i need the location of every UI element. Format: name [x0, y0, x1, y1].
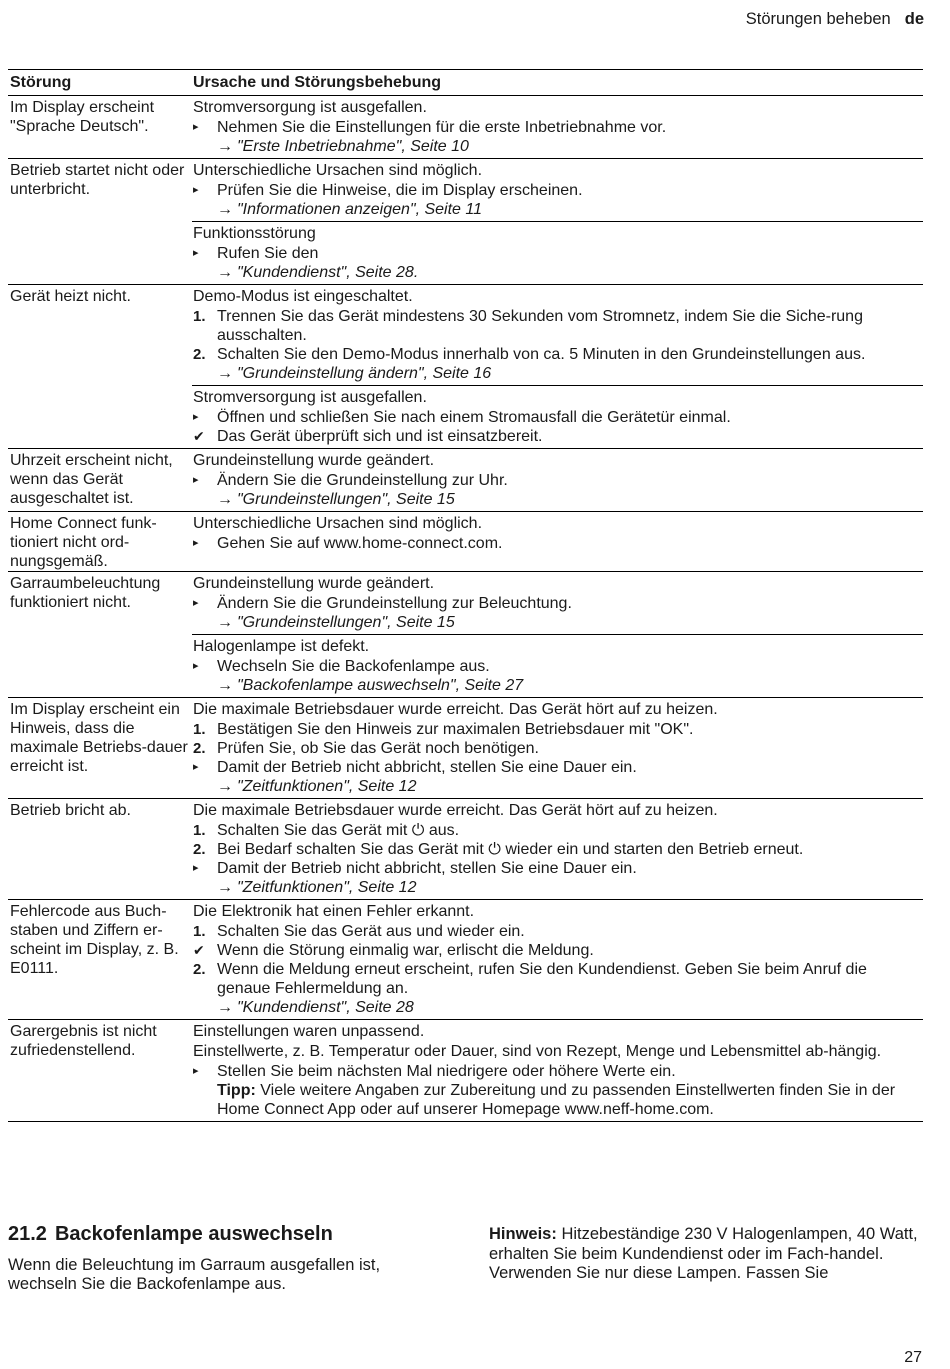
fault-cell: Betrieb startet nicht oder unterbricht.: [10, 162, 185, 198]
check-mark-icon: ✔: [193, 428, 205, 444]
table-row: [8, 900, 923, 1020]
column-header-cause: Ursache und Störungsbehebung: [193, 73, 442, 91]
section-note: [489, 1225, 929, 1284]
table-row: [8, 799, 923, 900]
action-item: [193, 408, 923, 427]
section-intro: Wenn die Beleuchtung im Garraum ausgefallen ist, wechseln Sie die Backofenlampe aus.: [8, 1256, 381, 1293]
triangle-bullet-icon: ▸: [193, 761, 199, 773]
cause-text: Die maximale Betriebsdauer wurde erreicht. Das Gerät hört auf zu heizen.: [193, 701, 718, 718]
result-item: [193, 427, 923, 446]
cause-cell: [192, 96, 923, 158]
arrow-right-icon: →: [217, 201, 233, 218]
reference-text: "Zeitfunktionen", Seite 12: [237, 879, 417, 896]
numbered-step: [193, 345, 923, 364]
action-item: [193, 758, 923, 777]
arrow-right-icon: →: [217, 264, 233, 281]
cause-cell: [192, 799, 923, 899]
cause-text: Unterschiedliche Ursachen sind möglich.: [193, 162, 483, 179]
cause-cell: [192, 449, 923, 511]
item-text: Nehmen Sie die Einstellungen für die erste Inbetriebnahme vor.: [217, 119, 667, 136]
section-heading: [8, 1223, 333, 1246]
page-number: 27: [904, 1349, 922, 1366]
action-item: [193, 594, 923, 613]
cross-reference: [193, 137, 923, 156]
item-text: Prüfen Sie, ob Sie das Gerät noch benötigen.: [217, 740, 539, 757]
step-number: 1.: [193, 923, 206, 940]
item-text: Bei Bedarf schalten Sie das Gerät mit ⏻ wieder ein und starten den Betrieb erneut.: [217, 841, 804, 858]
cross-reference: [193, 263, 923, 282]
note-label: Hinweis:: [489, 1225, 557, 1243]
cause-cell: [192, 698, 923, 798]
running-header: [746, 10, 924, 29]
item-text: Schalten Sie das Gerät mit ⏻ aus.: [217, 822, 460, 839]
cross-reference: [193, 613, 923, 632]
reference-text: "Kundendienst", Seite 28: [237, 999, 414, 1016]
table-row: [8, 449, 923, 512]
fault-cell: Home Connect funk-tioniert nicht ord-nungsgemäß.: [10, 515, 157, 570]
arrow-right-icon: →: [217, 879, 233, 896]
cause-text: Stromversorgung ist ausgefallen.: [193, 99, 427, 116]
table-header: [8, 70, 923, 96]
cause-cell: [192, 1020, 923, 1121]
cause-text: Die Elektronik hat einen Fehler erkannt.: [193, 903, 475, 920]
tip-body: Viele weitere Angaben zur Zubereitung und zu passenden Einstellwerten finden Sie in der Home Connect App oder auf unserer Homepage www.neff-home.com.: [217, 1082, 896, 1118]
item-text: Ändern Sie die Grundeinstellung zur Uhr.: [217, 472, 508, 489]
reference-text: "Grundeinstellung ändern", Seite 16: [237, 365, 492, 382]
tip-text: [217, 1081, 923, 1119]
section-number: 21.2: [8, 1223, 47, 1245]
step-number: 2.: [193, 740, 206, 757]
step-number: 2.: [193, 841, 206, 858]
table-row: [8, 96, 923, 159]
item-text: Prüfen Sie die Hinweise, die im Display erscheinen.: [217, 182, 583, 199]
cause-block: [192, 512, 923, 555]
table-row: [8, 285, 923, 449]
cause-block: [192, 698, 923, 798]
cause-text: Unterschiedliche Ursachen sind möglich.: [193, 515, 483, 532]
item-text: Das Gerät überprüft sich und ist einsatzbereit.: [217, 428, 543, 445]
tip-label: Tipp:: [217, 1082, 256, 1099]
cross-reference: [193, 676, 923, 695]
arrow-right-icon: →: [217, 138, 233, 155]
reference-text: "Grundeinstellungen", Seite 15: [237, 491, 455, 508]
cause-block: [192, 285, 923, 385]
cause-block: [192, 900, 923, 1019]
fault-cell: Gerät heizt nicht.: [10, 288, 131, 305]
cause-block: [192, 385, 923, 448]
cross-reference: [193, 998, 923, 1017]
action-item: [193, 181, 923, 200]
troubleshooting-table: [8, 69, 923, 1122]
reference-text: "Kundendienst", Seite 28.: [237, 264, 419, 281]
reference-text: "Backofenlampe auswechseln", Seite 27: [237, 677, 524, 694]
triangle-bullet-icon: ▸: [193, 660, 199, 672]
cross-reference: [193, 364, 923, 383]
cause-block: [192, 1020, 923, 1121]
cause-cell: [192, 572, 923, 697]
cause-block: [192, 572, 923, 634]
item-text: Ändern Sie die Grundeinstellung zur Beleuchtung.: [217, 595, 572, 612]
item-text: Damit der Betrieb nicht abbricht, stellen Sie eine Dauer ein.: [217, 759, 637, 776]
step-number: 1.: [193, 822, 206, 839]
tip: [193, 1081, 923, 1119]
arrow-right-icon: →: [217, 614, 233, 631]
cause-text: Einstellwerte, z. B. Temperatur oder Dauer, sind von Rezept, Menge und Lebensmittel ab-hängig.: [193, 1043, 882, 1060]
cross-reference: [193, 878, 923, 897]
cause-text: Einstellungen waren unpassend.: [193, 1023, 425, 1040]
cause-block: [192, 449, 923, 511]
cause-block: [192, 221, 923, 284]
cause-text: Die maximale Betriebsdauer wurde erreicht. Das Gerät hört auf zu heizen.: [193, 802, 718, 819]
action-item: [193, 471, 923, 490]
cause-block: [192, 634, 923, 697]
cause-text: Grundeinstellung wurde geändert.: [193, 575, 435, 592]
table-row: [8, 572, 923, 698]
arrow-right-icon: →: [217, 778, 233, 795]
numbered-step: [193, 739, 923, 758]
item-text: Trennen Sie das Gerät mindestens 30 Sekunden vom Stromnetz, indem Sie die Siche-rung ausschalten.: [217, 308, 863, 344]
note-text: Hitzebeständige 230 V Halogenlampen, 40 Watt, erhalten Sie beim Kundendienst oder im Fach-handel. Verwenden Sie nur diese Lampen. Fassen Sie: [489, 1225, 918, 1282]
action-item: [193, 1062, 923, 1081]
cause-block: [192, 159, 923, 221]
triangle-bullet-icon: ▸: [193, 121, 199, 133]
cross-reference: [193, 200, 923, 219]
numbered-step: [193, 720, 923, 739]
arrow-right-icon: →: [217, 365, 233, 382]
action-item: [193, 657, 923, 676]
table-row: [8, 512, 923, 572]
action-item: [193, 118, 923, 137]
arrow-right-icon: →: [217, 491, 233, 508]
cause-cell: [192, 285, 923, 448]
header-section-title: Störungen beheben: [745, 10, 891, 28]
table-body: [8, 96, 923, 1122]
reference-text: "Erste Inbetriebnahme", Seite 10: [237, 138, 469, 155]
item-text: Wenn die Störung einmalig war, erlischt die Meldung.: [217, 942, 594, 959]
table-row: [8, 1020, 923, 1122]
step-number: 2.: [193, 961, 206, 978]
fault-cell: Uhrzeit erscheint nicht, wenn das Gerät ausgeschaltet ist.: [10, 452, 173, 507]
item-text: Stellen Sie beim nächsten Mal niedrigere oder höhere Werte ein.: [217, 1063, 676, 1080]
item-text: Wenn die Meldung erneut erscheint, rufen Sie den Kundendienst. Geben Sie beim Anruf die genaue Fehlermeldung an.: [217, 961, 867, 997]
column-header-fault: Störung: [10, 73, 72, 91]
action-item: [193, 859, 923, 878]
step-number: 2.: [193, 346, 206, 363]
cause-cell: [192, 159, 923, 284]
numbered-step: [193, 307, 923, 345]
triangle-bullet-icon: ▸: [193, 1065, 199, 1077]
cause-cell: [192, 512, 923, 571]
item-text: Bestätigen Sie den Hinweis zur maximalen Betriebsdauer mit "OK".: [217, 721, 694, 738]
check-mark-icon: ✔: [193, 942, 205, 958]
numbered-step: [193, 960, 923, 998]
triangle-bullet-icon: ▸: [193, 537, 199, 549]
action-item: [193, 534, 923, 553]
cause-block: [192, 96, 923, 158]
reference-text: "Informationen anzeigen", Seite 11: [237, 201, 482, 218]
fault-cell: Garergebnis ist nicht zufriedenstellend.: [10, 1023, 157, 1059]
step-number: 1.: [193, 308, 206, 325]
triangle-bullet-icon: ▸: [193, 862, 199, 874]
item-text: Gehen Sie auf www.home-connect.com.: [217, 535, 503, 552]
table-row: [8, 159, 923, 285]
step-number: 1.: [193, 721, 206, 738]
triangle-bullet-icon: ▸: [193, 474, 199, 486]
header-language-code: de: [904, 10, 924, 28]
item-text: Schalten Sie das Gerät aus und wieder ein.: [217, 923, 525, 940]
reference-text: "Zeitfunktionen", Seite 12: [237, 778, 417, 795]
cause-cell: [192, 900, 923, 1019]
arrow-right-icon: →: [217, 677, 233, 694]
fault-cell: Fehlercode aus Buch-staben und Ziffern er-scheint im Display, z. B. E0111.: [10, 903, 179, 977]
fault-cell: Betrieb bricht ab.: [10, 802, 131, 819]
item-text: Schalten Sie den Demo-Modus innerhalb von ca. 5 Minuten in den Grundeinstellungen aus.: [217, 346, 866, 363]
triangle-bullet-icon: ▸: [193, 597, 199, 609]
triangle-bullet-icon: ▸: [193, 411, 199, 423]
reference-text: "Grundeinstellungen", Seite 15: [237, 614, 455, 631]
cause-text: Stromversorgung ist ausgefallen.: [193, 389, 427, 406]
numbered-step: [193, 821, 923, 840]
section-title: Backofenlampe auswechseln: [54, 1223, 333, 1245]
cause-text: Funktionsstörung: [193, 225, 316, 242]
numbered-step: [193, 922, 923, 941]
item-text: Damit der Betrieb nicht abbricht, stellen Sie eine Dauer ein.: [217, 860, 637, 877]
fault-cell: Im Display erscheint ein Hinweis, dass die maximale Betriebs-dauer erreicht ist.: [10, 701, 188, 775]
fault-cell: Im Display erscheint "Sprache Deutsch".: [10, 99, 155, 135]
action-item: [193, 244, 923, 263]
cross-reference: [193, 777, 923, 796]
triangle-bullet-icon: ▸: [193, 247, 199, 259]
item-text: Rufen Sie den: [217, 245, 319, 262]
arrow-right-icon: →: [217, 999, 233, 1016]
numbered-step: [193, 840, 923, 859]
result-item: [193, 941, 923, 960]
cause-block: [192, 799, 923, 899]
tip-indent: [193, 1081, 217, 1119]
cause-text: Halogenlampe ist defekt.: [193, 638, 370, 655]
fault-cell: Garraumbeleuchtung funktioniert nicht.: [10, 575, 161, 611]
item-text: Wechseln Sie die Backofenlampe aus.: [217, 658, 490, 675]
cause-text: Demo-Modus ist eingeschaltet.: [193, 288, 413, 305]
cause-text: Grundeinstellung wurde geändert.: [193, 452, 435, 469]
cross-reference: [193, 490, 923, 509]
triangle-bullet-icon: ▸: [193, 184, 199, 196]
item-text: Öffnen und schließen Sie nach einem Stromausfall die Gerätetür einmal.: [217, 409, 731, 426]
table-row: [8, 698, 923, 799]
